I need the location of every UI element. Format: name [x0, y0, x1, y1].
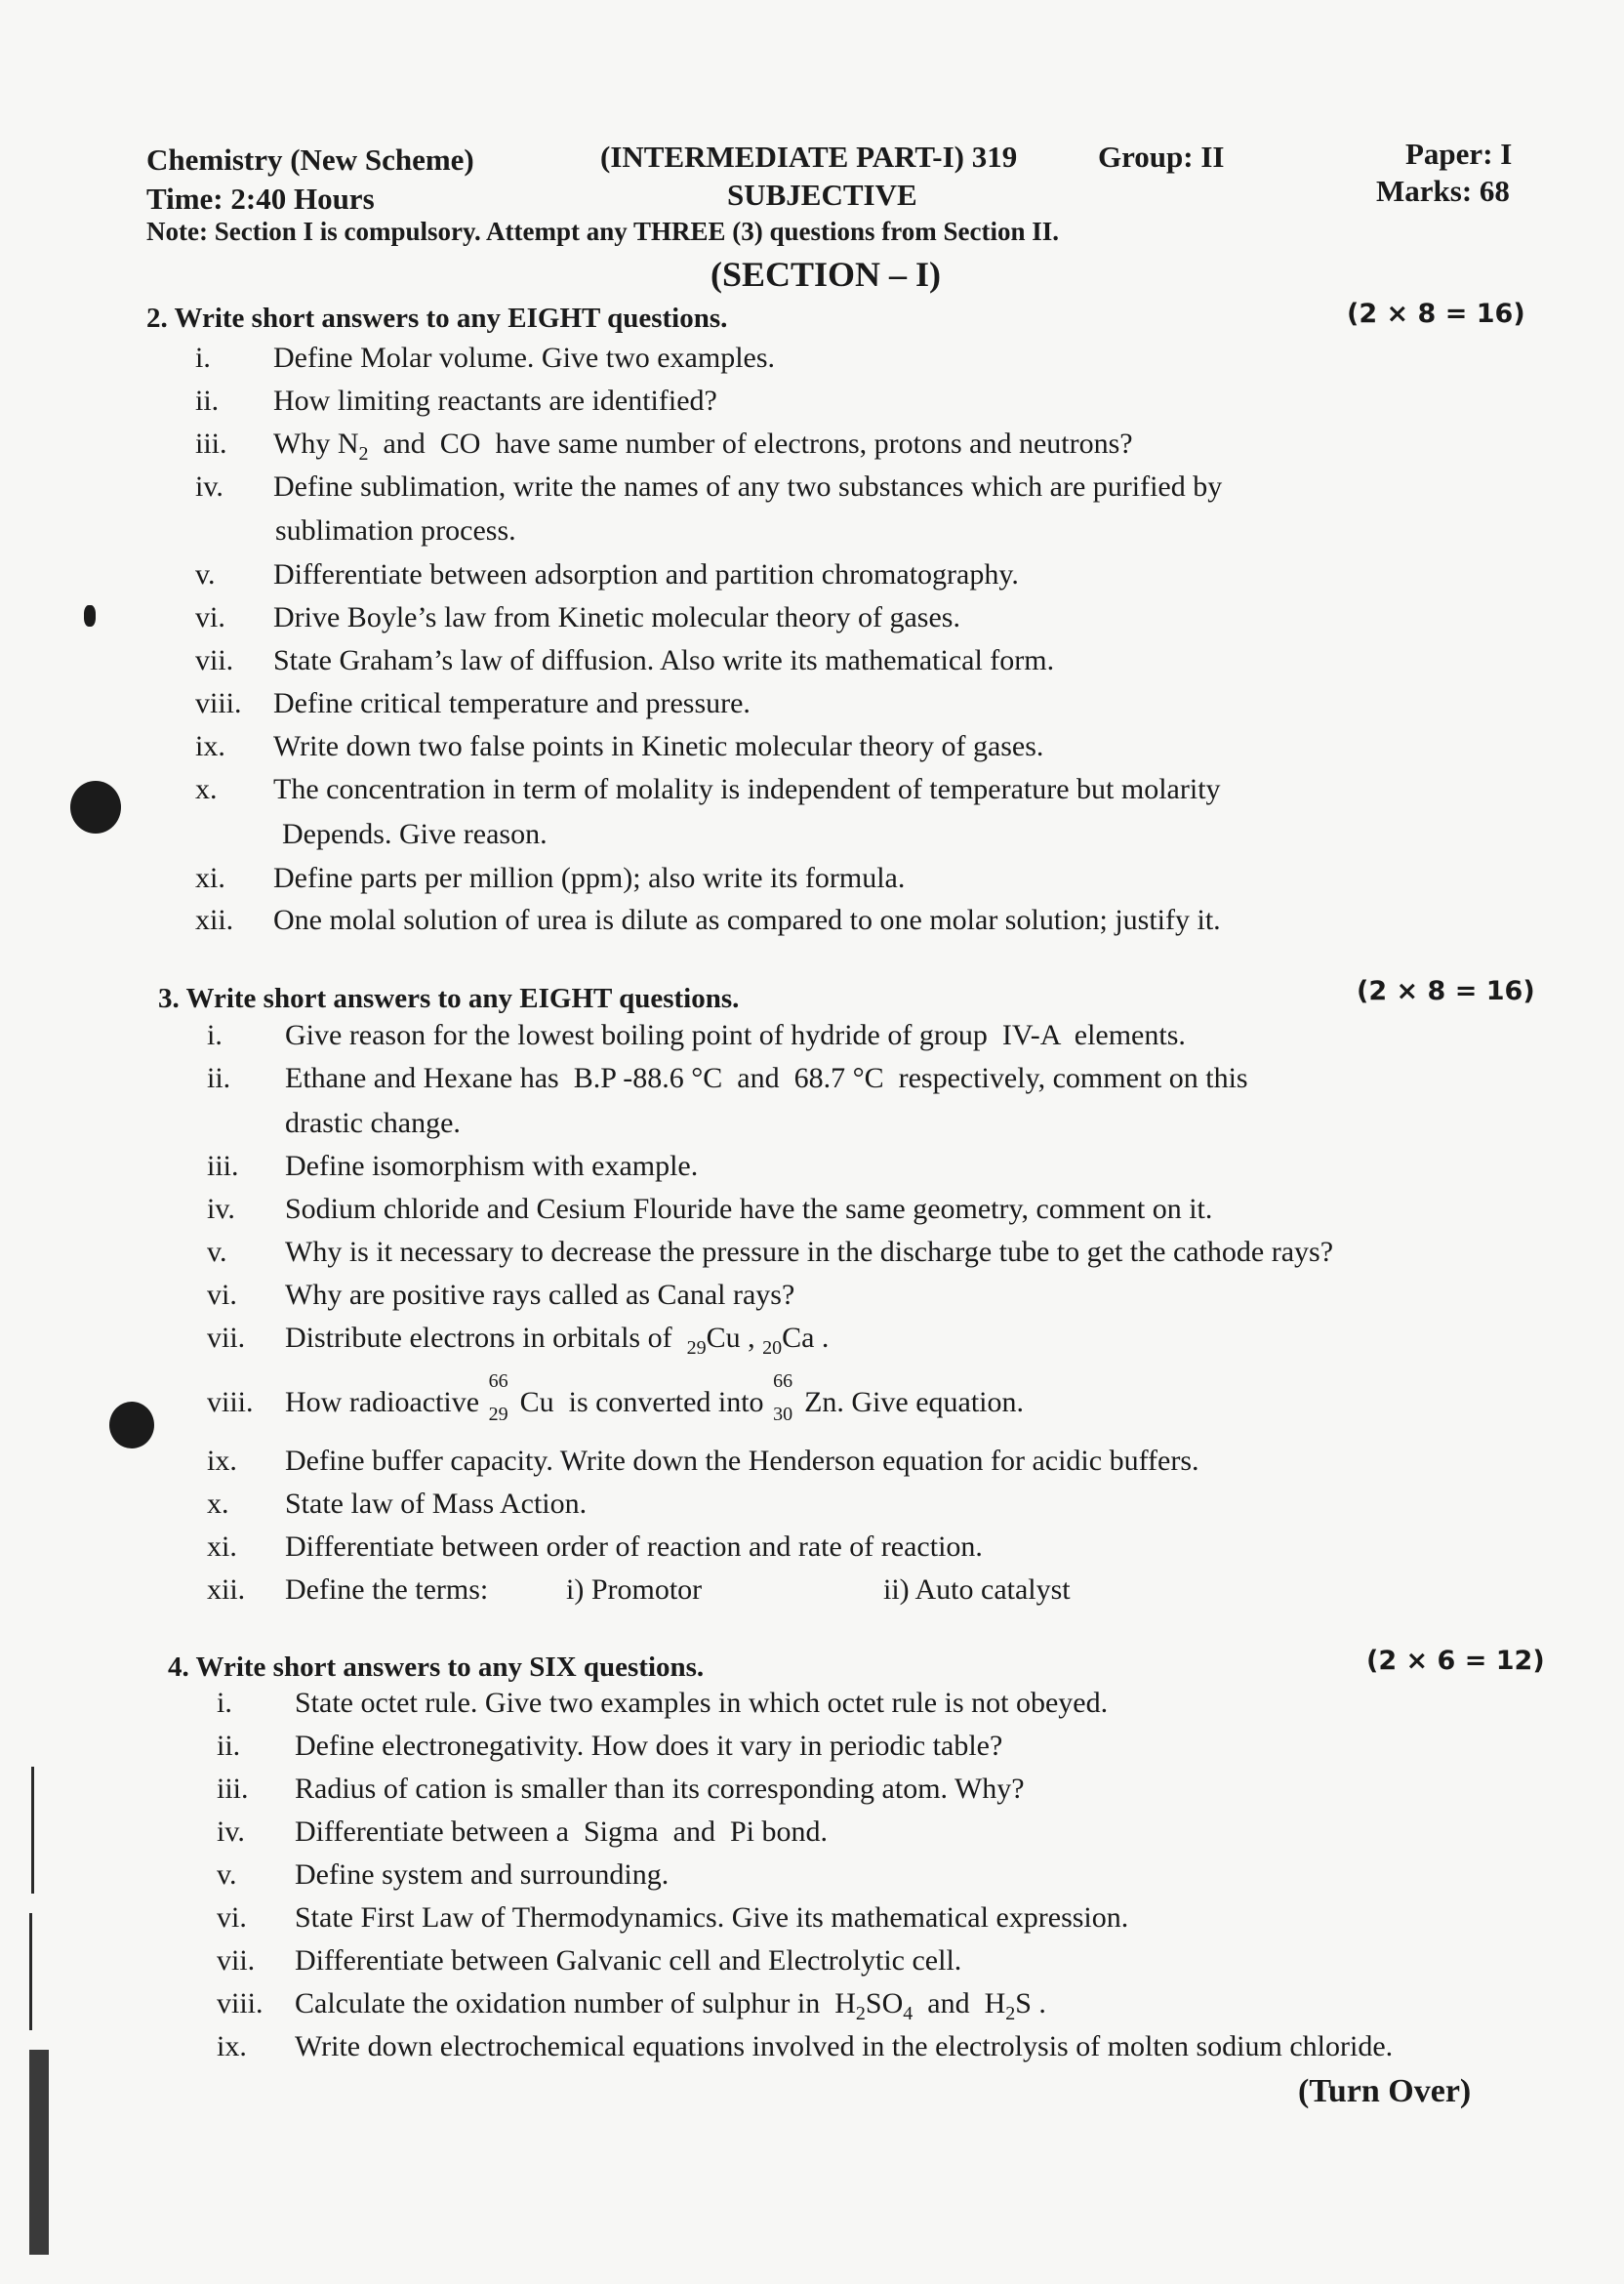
q2-item: viii. Define critical temperature and pressure.: [195, 687, 751, 719]
q4-item: iv. Differentiate between a Sigma and Pi bond.: [217, 1815, 828, 1848]
q2-item: vii. State Graham’s law of diffusion. Also write its mathematical form.: [195, 644, 1055, 676]
q3-item: vi. Why are positive rays called as Canal rays?: [207, 1279, 795, 1311]
ink-blot: [70, 781, 121, 834]
q3-item: iii. Define isomorphism with example.: [207, 1150, 699, 1182]
q2-item: xi. Define parts per million (ppm); also write its formula.: [195, 862, 906, 894]
scan-edge-line: [29, 1913, 32, 2030]
q3-item-continuation: drastic change.: [285, 1107, 461, 1139]
q2-item-continuation: Depends. Give reason.: [282, 818, 548, 850]
q4-item: vii. Differentiate between Galvanic cell and Electrolytic cell.: [217, 1944, 962, 1977]
exam-title: (INTERMEDIATE PART-I) 319: [600, 140, 1018, 174]
question-4-heading: 4. Write short answers to any SIX questions.: [168, 1652, 705, 1683]
question-2-heading: 2. Write short answers to any EIGHT questions.: [146, 303, 728, 334]
q2-item: i. Define Molar volume. Give two examples.: [195, 342, 776, 374]
paper-label: Paper: I: [1405, 137, 1513, 171]
q3-item: ix. Define buffer capacity. Write down the Henderson equation for acidic buffers.: [207, 1445, 1199, 1477]
subject-title: Chemistry (New Scheme): [146, 143, 474, 177]
q4-item: ii. Define electronegativity. How does it vary in periodic table?: [217, 1730, 1003, 1762]
q3-term-promotor: i) Promotor: [566, 1573, 703, 1606]
subjective-label: SUBJECTIVE: [727, 178, 917, 212]
q2-item-continuation: sublimation process.: [275, 514, 516, 547]
q4-item: vi. State First Law of Thermodynamics. Give its mathematical expression.: [217, 1901, 1129, 1934]
q3-item: viii. How radioactive 66 29 Cu is converted into 66 30 Zn. Give equation.: [207, 1370, 1025, 1425]
q2-item: ix. Write down two false points in Kinetic molecular theory of gases.: [195, 730, 1044, 762]
time-label: Time: 2:40 Hours: [146, 182, 375, 216]
q3-item: xi. Differentiate between order of reaction and rate of reaction.: [207, 1530, 983, 1563]
question-4-marks: (2 × 6 = 12): [1366, 1646, 1545, 1676]
q3-term-auto-catalyst: ii) Auto catalyst: [883, 1573, 1071, 1606]
nuclide-zn-notation: 66 30: [773, 1370, 793, 1425]
instruction-note: Note: Section I is compulsory. Attempt any THREE (3) questions from Section II.: [146, 217, 1060, 246]
question-2-marks: (2 × 8 = 16): [1347, 299, 1525, 329]
q3-item: xii. Define the terms:: [207, 1573, 489, 1606]
q2-item: iv. Define sublimation, write the names of any two substances which are purified by: [195, 470, 1223, 503]
marks-label: Marks: 68: [1376, 174, 1510, 208]
q2-item: xii. One molal solution of urea is dilute as compared to one molar solution; justify it.: [195, 904, 1221, 936]
q3-item: v. Why is it necessary to decrease the pressure in the discharge tube to get the cathode rays?: [207, 1236, 1334, 1268]
q4-item: i. State octet rule. Give two examples in which octet rule is not obeyed.: [217, 1687, 1109, 1719]
q4-item: iii. Radius of cation is smaller than its corresponding atom. Why?: [217, 1773, 1025, 1805]
question-3-marks: (2 × 8 = 16): [1357, 976, 1535, 1006]
scan-edge-bar: [29, 2050, 49, 2255]
q2-item: v. Differentiate between adsorption and partition chromatography.: [195, 558, 1019, 591]
q2-item: x. The concentration in term of molality is independent of temperature but molarity: [195, 773, 1221, 805]
q3-item: ii. Ethane and Hexane has B.P -88.6 °C and 68.7 °C respectively, comment on this: [207, 1062, 1248, 1094]
ink-blot: [109, 1402, 154, 1448]
q4-item: ix. Write down electrochemical equations involved in the electrolysis of molten sodium chloride.: [217, 2030, 1394, 2062]
ink-speck: [84, 605, 96, 627]
section-title: (SECTION – I): [710, 255, 942, 294]
question-3-heading: 3. Write short answers to any EIGHT questions.: [158, 983, 740, 1014]
q4-item: v. Define system and surrounding.: [217, 1858, 670, 1891]
scan-edge-line: [31, 1767, 34, 1894]
group-label: Group: II: [1098, 140, 1225, 174]
q3-item: iv. Sodium chloride and Cesium Flouride have the same geometry, comment on it.: [207, 1193, 1213, 1225]
q2-item: ii. How limiting reactants are identified?: [195, 385, 717, 417]
q3-item: i. Give reason for the lowest boiling point of hydride of group IV-A elements.: [207, 1019, 1186, 1051]
q3-item: vii. Distribute electrons in orbitals of $_{29}$Cu , $_{20}$Ca .: [207, 1322, 830, 1359]
q3-item: x. State law of Mass Action.: [207, 1488, 588, 1520]
nuclide-cu-notation: 66 29: [488, 1370, 508, 1425]
q2-item: vi. Drive Boyle’s law from Kinetic molecular theory of gases.: [195, 601, 960, 633]
q2-item: iii. Why $N_2$ and CO have same number of electrons, protons and neutrons?: [195, 428, 1133, 465]
turn-over-label: (Turn Over): [1298, 2073, 1472, 2109]
q4-item: viii. Calculate the oxidation number of sulphur in $H_2SO_4$ and $H_2S$ .: [217, 1987, 1046, 2024]
